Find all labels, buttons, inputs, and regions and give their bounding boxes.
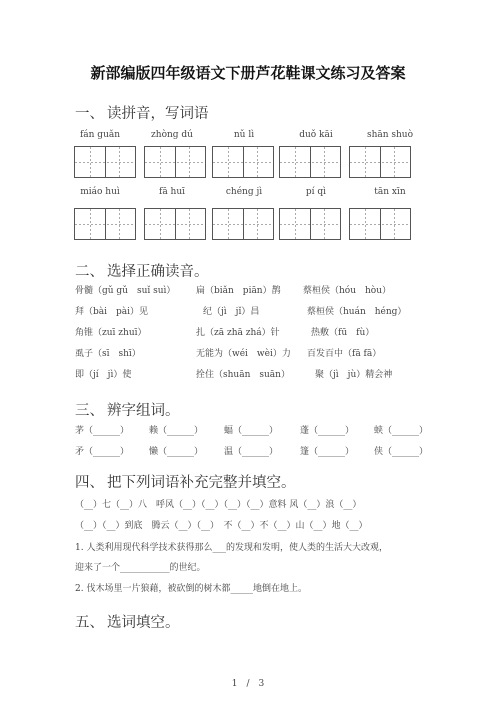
sentence: 1. 人类利用现代科学技术获得那么___的发现和发明，使人类的生活大大改观， [75, 543, 388, 553]
pron-item: 即（jí jì）使 [75, 370, 132, 380]
pron-item: 热敷（fū fù） [311, 328, 375, 338]
pinyin-label: pí qì [305, 187, 327, 197]
pinyin-label: shān shuò [366, 130, 414, 140]
bianzi-item: 侠（______） [374, 447, 429, 457]
page-title: 新部编版四年级语文下册芦花鞋课文练习及答案 [90, 64, 406, 82]
sentence: 2. 伐木场里一片狼藉，被砍倒的树木都_____地倒在地上。 [75, 584, 307, 594]
section-heading-3 [75, 399, 180, 420]
pron-item: 扎（zā zhā zhá）针 [196, 328, 280, 338]
writing-grid[interactable] [144, 146, 206, 178]
pron-item: 虱子（sī shī） [75, 349, 141, 359]
pinyin-label: chéng jì [225, 187, 263, 197]
pron-item: 角锥（zuī zhuī） [75, 328, 147, 338]
writing-grid[interactable] [74, 208, 136, 240]
pinyin-label: miáo huì [80, 187, 120, 197]
section-heading-2 [75, 260, 209, 281]
pron-item: 聚（jì jù）精会神 [315, 370, 393, 380]
pinyin-label: zhòng dú [151, 130, 193, 140]
fill-words-row: （__）（__）到底 腾云（__）（__） 不（__）不（__）山（__）地（__） [75, 521, 368, 531]
pron-item: 无能为（wéi wèi）力 [196, 349, 291, 359]
section-title: 辨字组词。 [107, 403, 180, 419]
writing-grid[interactable] [74, 146, 136, 178]
section-title: 把下列词语补充完整并填空。 [107, 475, 296, 491]
section-title: 选择正确读音。 [107, 264, 209, 280]
pron-item: 蔡桓侯（huán héng） [307, 307, 407, 317]
section-number: 四、 [75, 475, 104, 491]
section-number: 五、 [75, 615, 104, 631]
section-title: 选词填空。 [107, 615, 180, 631]
bianzi-item: 温（______） [224, 447, 279, 457]
writing-grid[interactable] [349, 146, 411, 178]
pinyin-row-2 [75, 187, 435, 201]
section-number: 二、 [75, 264, 104, 280]
sentence: 迎来了一个___________的世纪。 [75, 563, 206, 573]
pron-item: 蔡桓侯（hóu hòu） [303, 286, 392, 296]
section-title: 读拼音，写词语 [107, 106, 209, 122]
bianzi-item: 篷（______） [300, 447, 355, 457]
writing-grid[interactable] [212, 208, 274, 240]
pinyin-row-1 [75, 130, 435, 144]
pron-item: 百发百中（fā fā） [307, 349, 382, 359]
bianzi-item: 蓬（______） [300, 426, 355, 436]
bianzi-item: 蝠（______） [224, 426, 279, 436]
section-heading-5 [75, 611, 180, 632]
page-number: 1 / 3 [231, 679, 265, 689]
pinyin-label: tān xīn [374, 187, 406, 197]
bianzi-item: 懒（______） [149, 447, 204, 457]
pron-item: 拜（bài pài）见 [75, 307, 149, 317]
pinyin-label: fán guǎn [79, 130, 121, 140]
bianzi-item: 茅（______） [75, 426, 130, 436]
fill-words-row: （__）七（__）八 呼风（__）（__）（__）（__）意料 风（__）浪（__） [75, 500, 362, 510]
pinyin-label: fā huī [158, 187, 186, 197]
bianzi-item: 蛱（______） [374, 426, 429, 436]
section-number: 三、 [75, 403, 104, 419]
writing-grid[interactable] [279, 208, 341, 240]
writing-grid[interactable] [279, 146, 341, 178]
pron-item: 骨髓（gǔ gǔ suǐ suì） [75, 286, 176, 296]
bianzi-item: 矛（______） [75, 447, 130, 457]
writing-grid[interactable] [144, 208, 206, 240]
section-heading-4 [75, 471, 296, 492]
pron-item: 扁（biǎn piān）鹊 [196, 286, 281, 296]
section-number: 一、 [75, 106, 104, 122]
pinyin-label: nǔ lì [233, 130, 255, 140]
section-heading-1 [75, 102, 209, 123]
writing-grid[interactable] [349, 208, 411, 240]
pron-item: 纪（jì jǐ）昌 [203, 307, 260, 317]
pinyin-label: duǒ kāi [299, 130, 333, 140]
bianzi-item: 赖（______） [149, 426, 204, 436]
pron-item: 拴住（shuān suān） [196, 370, 290, 380]
writing-grid[interactable] [212, 146, 274, 178]
